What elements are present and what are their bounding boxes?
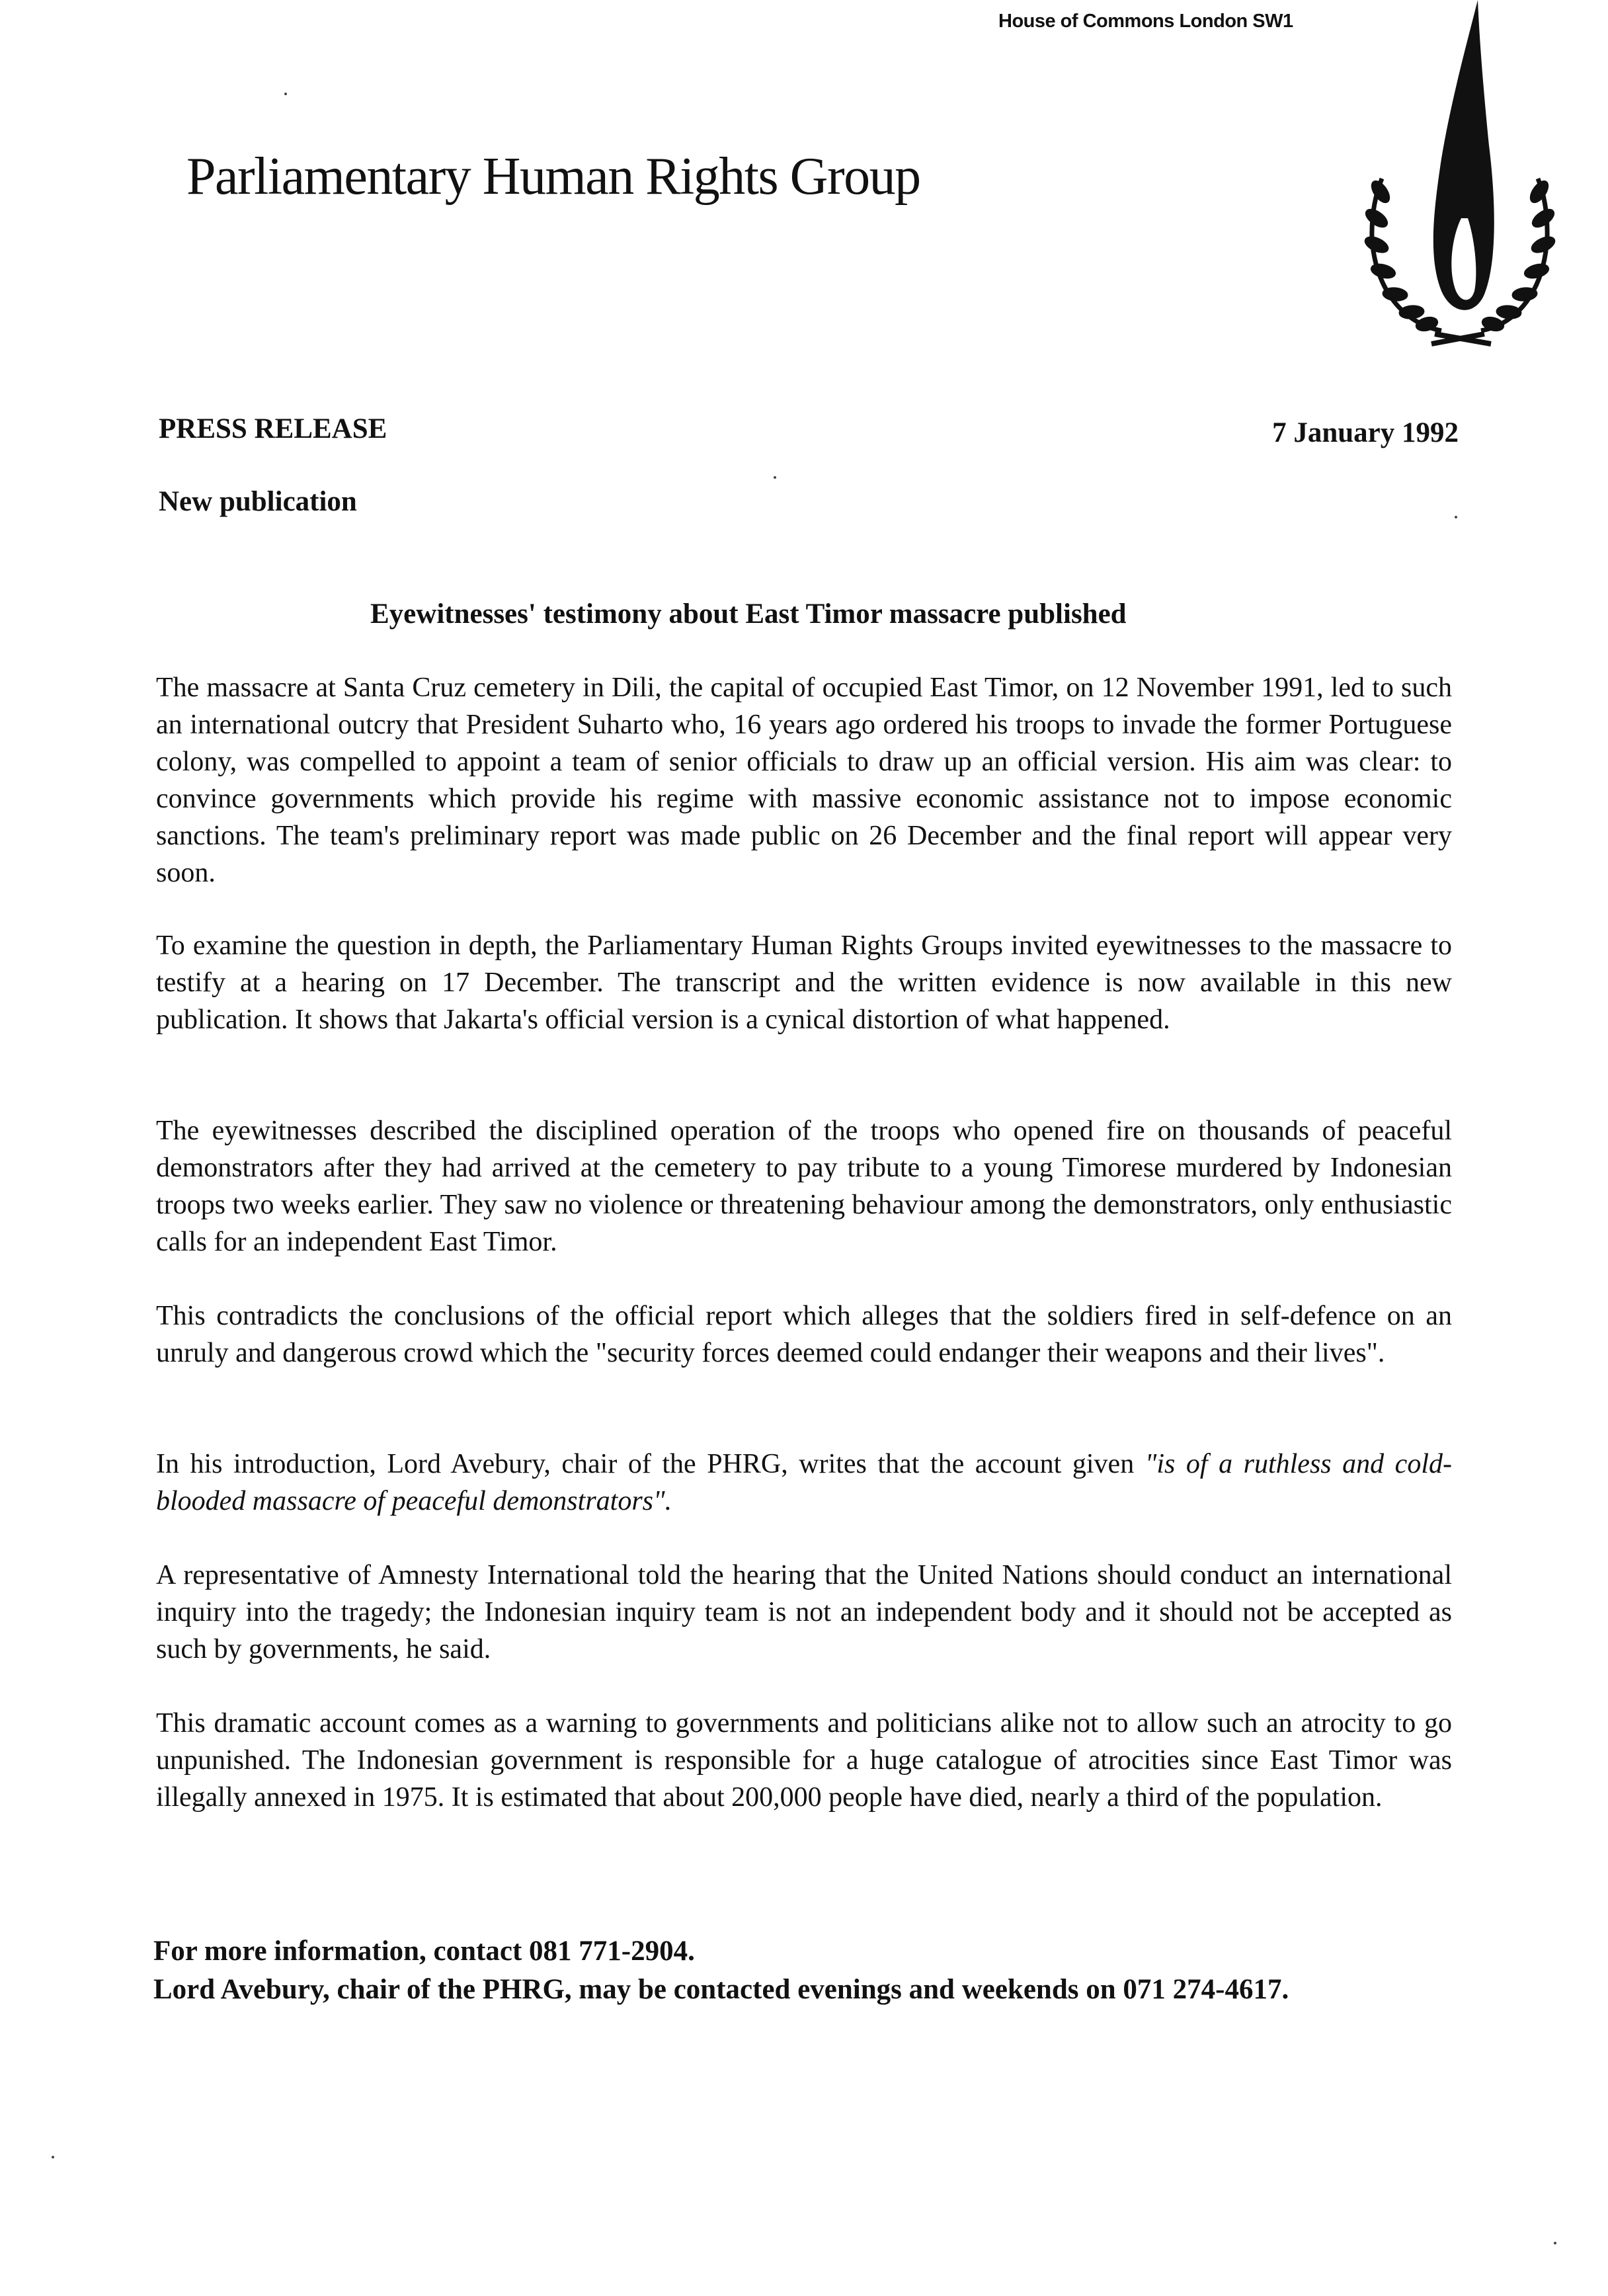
scan-speck: [1554, 2242, 1556, 2244]
scan-speck: [52, 2156, 54, 2158]
paragraph-5-text: In his introduction, Lord Avebury, chair of the PHRG, writes that the account given: [156, 1449, 1145, 1479]
scan-speck: [284, 93, 287, 95]
headline: Eyewitnesses' testimony about East Timor massacre published: [370, 598, 1127, 630]
body-paragraph-5: [156, 1446, 1452, 1520]
organization-name: Parliamentary Human Rights Group: [186, 147, 920, 206]
release-date: 7 January 1992: [1272, 417, 1459, 448]
body-paragraph-6: A representative of Amnesty International told the hearing that the United Nations should conduct an international inquiry into the tragedy; the Indonesian inquiry team is not an independent body and it should not be accepted as such by governments, he said.: [156, 1560, 1452, 1664]
category-label: New publication: [159, 486, 357, 517]
press-release-label: PRESS RELEASE: [159, 413, 387, 444]
body-paragraph-2: To examine the question in depth, the Parliamentary Human Rights Groups invited eyewitnesses to the massacre to testify at a hearing on 17 December. The transcript and the written evidence is now available in this new publication. It shows that Jakarta's official version is a cynical distortion of what happened.: [156, 930, 1452, 1035]
contact-line-1: For more information, contact 081 771-2904.: [153, 1936, 695, 1967]
body-paragraph-3: The eyewitnesses described the disciplined operation of the troops who opened fire on thousands of peaceful demonstrators after they had arrived at the cemetery to pay tribute to a young Timorese murdered by Indonesian troops two weeks earlier. They saw no violence or threatening behaviour among the demonstrators, only enthusiastic calls for an independent East Timor.: [156, 1116, 1452, 1257]
scan-speck: [1455, 516, 1457, 518]
contact-line-2: Lord Avebury, chair of the PHRG, may be contacted evenings and weekends on 071 274-4617.: [153, 1974, 1289, 2005]
flame-laurel-emblem-icon: [1342, 0, 1560, 357]
scan-speck: [774, 476, 776, 479]
body-paragraph-1: The massacre at Santa Cruz cemetery in Dili, the capital of occupied East Timor, on 12 November 1991, led to such an international outcry that President Suharto who, 16 years ago ordered his troops to invade the former Portuguese colony, was compelled to appoint a team of senior officials to draw up an official version. His aim was clear: to convince governments which provide his regime with massive economic assistance not to impose economic sanctions. The team's preliminary report was made public on 26 December and the final report will appear very soon.: [156, 673, 1452, 888]
letterhead-address: House of Commons London SW1: [998, 11, 1293, 32]
body-paragraph-4: This contradicts the conclusions of the official report which alleges that the soldiers fired in self-defence on an unruly and dangerous crowd which the "security forces deemed could endanger their weapons and their lives".: [156, 1301, 1452, 1368]
body-paragraph-7: This dramatic account comes as a warning to governments and politicians alike not to allow such an atrocity to go unpunished. The Indonesian government is responsible for a huge catalogue of atrocities since East Timor was illegally annexed in 1975. It is estimated that about 200,000 people have died, nearly a third of the population.: [156, 1708, 1452, 1813]
avebury-quote: "is of a ruthless and cold-blooded massacre of peaceful demonstrators".: [156, 1449, 1452, 1516]
